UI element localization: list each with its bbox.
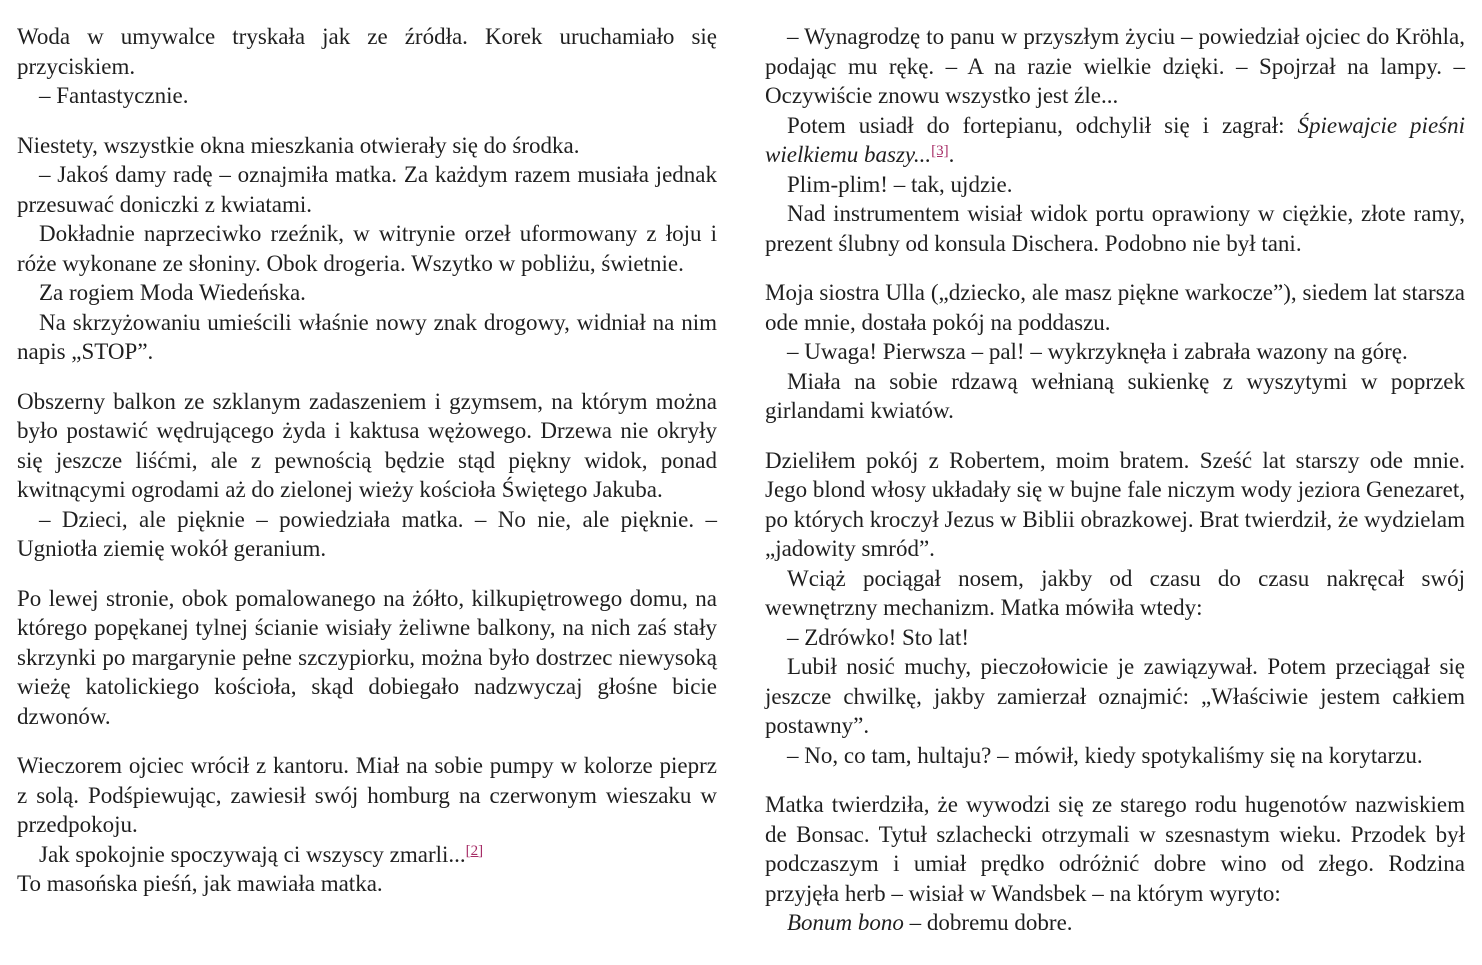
- text-run: Za rogiem Moda Wiedeńska.: [39, 280, 306, 305]
- paragraph: [17, 160, 717, 219]
- paragraph: [17, 219, 717, 278]
- paragraph: [17, 751, 717, 840]
- paragraph: [765, 741, 1465, 771]
- paragraph: [765, 908, 1465, 938]
- paragraph: [17, 505, 717, 564]
- paragraph: [765, 367, 1465, 426]
- footnote-ref-link[interactable]: [2]: [465, 842, 484, 859]
- paragraph: [765, 564, 1465, 623]
- footnote-ref-link[interactable]: [3]: [931, 143, 949, 159]
- text-run: Wieczorem ojciec wrócił z kantoru. Miał na sobie pumpy w kolorze pieprz z solą. Podśpiewując, zawiesił swój homburg na czerwonym wieszaku w przedpokoju.: [17, 753, 717, 837]
- text-run: Potem usiadł do fortepianu, odchylił się i zagrał:: [787, 112, 1298, 138]
- paragraph: [17, 308, 717, 367]
- text-run: Jak spokojnie spoczywają ci wszyscy zmarli...: [39, 841, 466, 867]
- text-run: – Fantastycznie.: [39, 83, 189, 108]
- text-run: Nad instrumentem wisiał widok portu oprawiony w ciężkie, złote ramy, prezent ślubny od konsula Dischera. Podobno nie był tani.: [765, 201, 1465, 256]
- paragraph: [17, 584, 717, 732]
- text-run: Miała na sobie rdzawą wełnianą sukienkę z wyszytymi w poprzek girlandami kwiatów.: [765, 368, 1465, 423]
- paragraph: [765, 111, 1465, 170]
- paragraph: [17, 278, 717, 308]
- text-run: – dobremu dobre.: [903, 910, 1073, 935]
- text-run: – Dzieci, ale pięknie – powiedziała matka. – No nie, ale pięknie. – Ugniotła ziemię wokół geranium.: [17, 506, 717, 561]
- paragraph: [765, 278, 1465, 337]
- text-run: .: [948, 142, 955, 167]
- paragraph: [17, 22, 717, 81]
- paragraph: [765, 22, 1465, 111]
- text-run: To masońska pieśń, jak mawiała matka.: [17, 871, 383, 896]
- paragraph: [17, 131, 717, 161]
- text-run: Na skrzyżowaniu umieścili właśnie nowy znak drogowy, widniał na nim napis „STOP”.: [17, 309, 717, 364]
- paragraph: [17, 840, 717, 870]
- text-run: – Zdrówko! Sto lat!: [787, 624, 970, 650]
- italic-text-run: Śpiewajcie pieśni wielkiemu baszy...: [765, 112, 1465, 167]
- paragraph: [17, 869, 717, 899]
- text-run: – Jakoś damy radę – oznajmiła matka. Za każdym razem musiała jednak przesuwać doniczki z kwiatami.: [17, 162, 717, 217]
- paragraph: [765, 337, 1465, 367]
- text-run: Dokładnie naprzeciwko rzeźnik, w witrynie orzeł uformowany z łoju i róże wykonane ze słoniny. Obok drogeria. Wszytko w pobliżu, świetnie.: [17, 221, 717, 276]
- text-run: Woda w umywalce tryskała jak ze źródła. Korek uruchamiało się przyciskiem.: [17, 24, 717, 79]
- text-run: Obszerny balkon ze szklanym zadaszeniem i gzymsem, na którym można było postawić wędrującego żyda i kaktusa wężowego. Drzewa nie okryły się jeszcze liśćmi, ale z pewnością będzie stąd piękny widok, ponad kwitnącymi ogrodami aż do zielonej wieży kościoła Świętego Jakuba.: [17, 388, 717, 502]
- text-run: Po lewej stronie, obok pomalowanego na żółto, kilkupiętrowego domu, na którego popękanej tylnej ścianie wisiały żeliwne balkony, na nich zaś stały skrzynki po margarynie pełne szczypiorku, można było dostrzec niewysoką wieżę katolickiego kościoła, skąd dobiegało nadzwyczaj głośne bicie dzwonów.: [17, 585, 717, 729]
- text-run: Lubił nosić muchy, pieczołowicie je zawiązywał. Potem przeciągał się jeszcze chwilkę, jakby zamierzał oznajmić: „Właściwie jestem całkiem postawny”.: [765, 654, 1465, 738]
- paragraph: [765, 446, 1465, 564]
- paragraph: [17, 387, 717, 505]
- text-run: Matka twierdziła, że wywodzi się ze starego rodu hugenotów nazwiskiem de Bonsac. Tytuł szlachecki otrzymali w szesnastym wieku. Przodek był podczaszym i umiał prędko odróżnić dobre wino od złego. Rodzina przyjęła herb – wisiał w Wandsbek – na którym wyryto:: [765, 792, 1465, 906]
- text-run: – Wynagrodzę to panu w przyszłym życiu – powiedział ojciec do Kröhla, podając mu rękę. – A na razie wielkie dzięki. – Spojrzał na lampy. – Oczywiście znowu wszystko jest źle...: [765, 24, 1465, 108]
- paragraph: [765, 623, 1465, 653]
- paragraph: [765, 790, 1465, 908]
- text-run: Dzieliłem pokój z Robertem, moim bratem. Sześć lat starszy ode mnie. Jego blond włosy układały się w bujne fale niczym wody jeziora Genezaret, po których kroczył Jezus w Biblii obrazkowej. Brat twierdził, że wydzielam „jadowity smród”.: [765, 447, 1466, 561]
- text-run: Niestety, wszystkie okna mieszkania otwierały się do środka.: [17, 132, 580, 158]
- text-column-left: [17, 22, 717, 955]
- paragraph: [765, 652, 1465, 741]
- paragraph: [17, 81, 717, 111]
- text-run: Moja siostra Ulla („dziecko, ale masz piękne warkocze”), siedem lat starsza ode mnie, dostała pokój na poddaszu.: [765, 280, 1465, 335]
- paragraph: [765, 199, 1465, 258]
- text-column-right: [765, 22, 1465, 955]
- text-run: Wciąż pociągał nosem, jakby od czasu do czasu nakręcał swój wewnętrzny mechanizm. Matka mówiła wtedy:: [765, 565, 1465, 620]
- text-run: – No, co tam, hultaju? – mówił, kiedy spotykaliśmy się na korytarzu.: [787, 742, 1423, 768]
- italic-text-run: Bonum bono: [787, 910, 904, 935]
- text-run: – Uwaga! Pierwsza – pal! – wykrzyknęła i zabrała wazony na górę.: [787, 339, 1408, 364]
- text-run: Plim-plim! – tak, ujdzie.: [787, 171, 1013, 197]
- paragraph: [765, 170, 1465, 200]
